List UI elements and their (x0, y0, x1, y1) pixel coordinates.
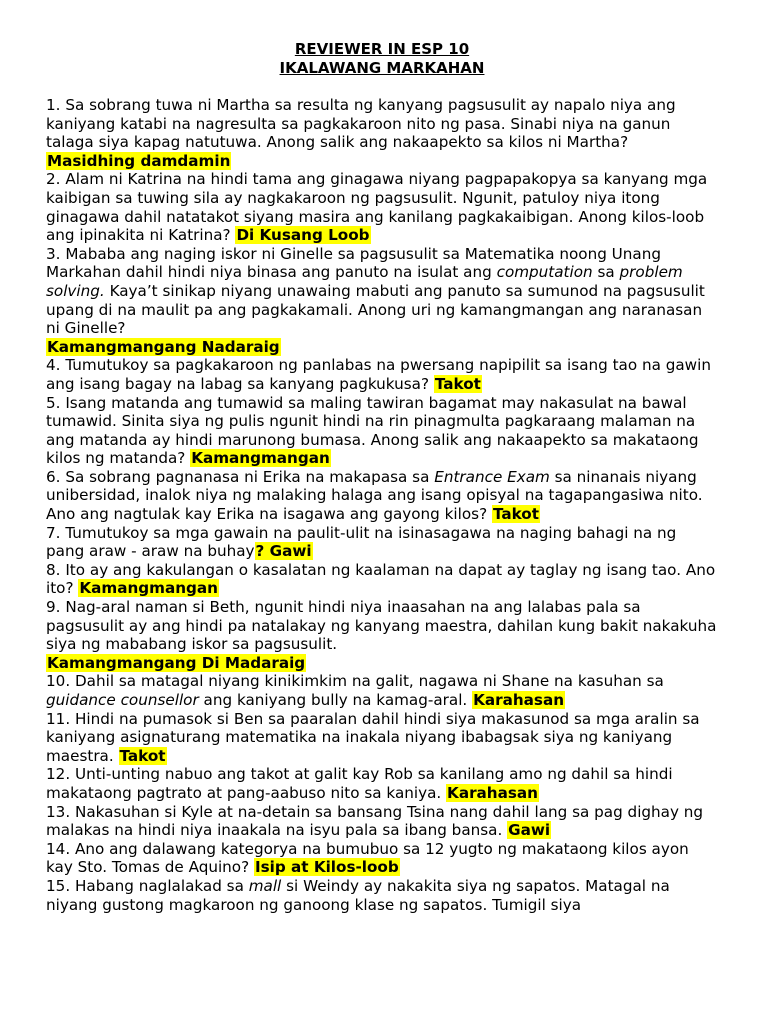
question-13 (46, 803, 718, 840)
question-text: Tumutukoy sa mga gawain na paulit-ulit na isinasagawa na naging bahagi na ng pang araw - araw na buhay (46, 523, 677, 561)
question-text: si Weindy ay nakakita siya ng sapatos. Matagal na niyang gustong magkaroon ng ganoong klase ng sapatos. Tumigil siya (46, 876, 670, 914)
answer-highlight: Masidhing damdamin (47, 151, 231, 170)
question-14 (46, 840, 718, 877)
question-text: Nag-aral naman si Beth, ngunit hindi niya inaasahan na ang lalabas pala sa pagsusulit ay ang hindi pa natalakay ng kanyang maestra, dahilan kung bakit nakakuha siya ng mababang iskor sa pagsusulit. (46, 598, 717, 654)
question-emphasis: mall (248, 876, 282, 895)
question-number: 2. (46, 170, 61, 189)
question-6 (46, 468, 718, 524)
answer-highlight: ? Gawi (255, 542, 312, 561)
question-3 (46, 245, 718, 357)
question-text: Sa sobrang tuwa ni Martha sa resulta ng kanyang pagsusulit ay napalo niya ang kaniyang katabi na nagresulta sa pagkakaroon nito ng pasa. Sinabi niya na ganun talaga siya kapag natutuwa. Anong salik ang nakaapekto sa kilos ni Martha? (46, 96, 676, 152)
question-2 (46, 170, 718, 244)
question-emphasis: Entrance Exam (434, 467, 550, 486)
question-number: 14. (46, 839, 71, 858)
question-number: 11. (46, 709, 71, 728)
question-text: Alam ni Katrina na hindi tama ang ginagawa niyang pagpapakopya sa kanyang mga kaibigan sa tuwing sila ay nagkakaroon ng pagsusulit. Ngunit, patuloy niya itong ginagawa dahil natatakot siyang masira ang kanilang pagkakaibigan. Anong kilos-loob ang ipinakita ni Katrina? (46, 170, 708, 245)
question-list (46, 96, 718, 914)
question-number: 12. (46, 765, 71, 784)
question-10 (46, 672, 718, 709)
document-title: REVIEWER IN ESP 10 (294, 40, 470, 58)
question-number: 5. (46, 393, 61, 412)
answer-highlight: Karahasan (473, 691, 565, 709)
question-text: sa (597, 263, 615, 282)
question-text: ang kaniyang bully na kamag-aral. (203, 691, 468, 709)
question-number: 6. (46, 467, 61, 486)
question-9 (46, 598, 718, 672)
question-number: 8. (46, 560, 61, 579)
question-number: 15. (46, 876, 71, 895)
answer-highlight: Takot (119, 746, 166, 765)
question-text: sa ninanais niyang unibersidad, inalok niya ng malaking halaga ang isang opisyal na tagapangasiwa nito. Ano ang nagtulak kay Erika na isagawa ang gayong kilos? (46, 467, 703, 524)
question-emphasis: problem solving. (46, 263, 683, 300)
document-subtitle: IKALAWANG MARKAHAN (279, 59, 485, 77)
question-text: Ito ay ang kakulangan o kasalatan ng kaalaman na dapat ay taglay ng isang tao. Ano ito? (46, 560, 716, 598)
question-text: Nakasuhan si Kyle at na-detain sa bansang Tsina nang dahil lang sa pag dighay ng malakas na hindi niya inaakala na isyu pala sa ibang bansa. (46, 802, 704, 840)
answer-highlight: Isip at Kilos-loob (254, 858, 399, 877)
question-text: Tumutukoy sa pagkakaroon ng panlabas na pwersang napipilit sa isang tao na gawin ang isang bagay na labag sa kanyang pagkukusa? (46, 356, 711, 393)
answer-highlight: Di Kusang Loob (236, 226, 370, 245)
answer-highlight: Takot (492, 505, 540, 524)
question-11 (46, 710, 718, 766)
question-text: Unti-unting nabuo ang takot at galit kay Rob sa kanilang amo ng dahil sa hindi makataong pagtrato at pang-aabuso nito sa kaniya. (46, 765, 673, 802)
question-15 (46, 877, 718, 914)
answer-highlight: Kamangmangang Di Madaraig (47, 653, 306, 672)
question-1 (46, 96, 718, 170)
question-text: Mababa ang naging iskor ni Ginelle sa pagsusulit sa Matematika noong Unang Markahan dahil hindi niya binasa ang panuto na isulat ang (46, 244, 661, 282)
question-5 (46, 394, 718, 468)
answer-highlight: Gawi (508, 821, 551, 840)
question-number: 7. (46, 523, 61, 542)
answer-highlight: Takot (434, 374, 481, 393)
question-text: Dahil sa matagal niyang kinikimkim na galit, nagawa ni Shane na kasuhan sa (74, 672, 664, 691)
answer-highlight: Kamangmangang Nadaraig (47, 337, 280, 356)
question-text: Sa sobrang pagnanasa ni Erika na makapasa sa (65, 467, 430, 486)
question-number: 1. (46, 96, 61, 114)
question-4 (46, 356, 718, 393)
question-text: Habang naglalakad sa (74, 876, 244, 895)
answer-highlight: Karahasan (447, 783, 538, 802)
question-emphasis: computation (496, 263, 593, 282)
question-12 (46, 765, 718, 802)
question-7 (46, 524, 718, 561)
question-number: 9. (46, 598, 61, 617)
answer-highlight: Kamangmangan (79, 579, 218, 598)
question-emphasis: guidance counsellor (46, 691, 199, 709)
question-text: Isang matanda ang tumawid sa maling tawiran bagamat may nakasulat na bawal tumawid. Sinita siya ng pulis ngunit hindi na rin pinagmulta pagkaraang malaman na ang matanda ay hindi marunong bumasa. Anong salik ang nakaapekto sa makataong kilos ng matanda? (46, 393, 699, 468)
answer-highlight: Kamangmangan (191, 449, 330, 468)
question-number: 3. (46, 244, 61, 263)
question-number: 13. (46, 802, 71, 821)
question-number: 4. (46, 356, 61, 375)
question-text: Hindi na pumasok si Ben sa paaralan dahil hindi siya makasunod sa mga aralin sa kaniyang asignaturang matematika na inakala niyang ibabagsak siya ng kaniyang maestra. (46, 709, 700, 765)
question-number: 10. (46, 672, 71, 691)
question-8 (46, 561, 718, 598)
question-text: Ano ang dalawang kategorya na bumubuo sa 12 yugto ng makataong kilos ayon kay Sto. Tomas de Aquino? (46, 839, 689, 877)
question-text: Kaya’t sinikap niyang unawaing mabuti ang panuto sa sumunod na pagsusulit upang di na maulit pa ang pagkakamali. Anong uri ng kamangmangan ang naranasan ni Ginelle? (46, 281, 705, 338)
